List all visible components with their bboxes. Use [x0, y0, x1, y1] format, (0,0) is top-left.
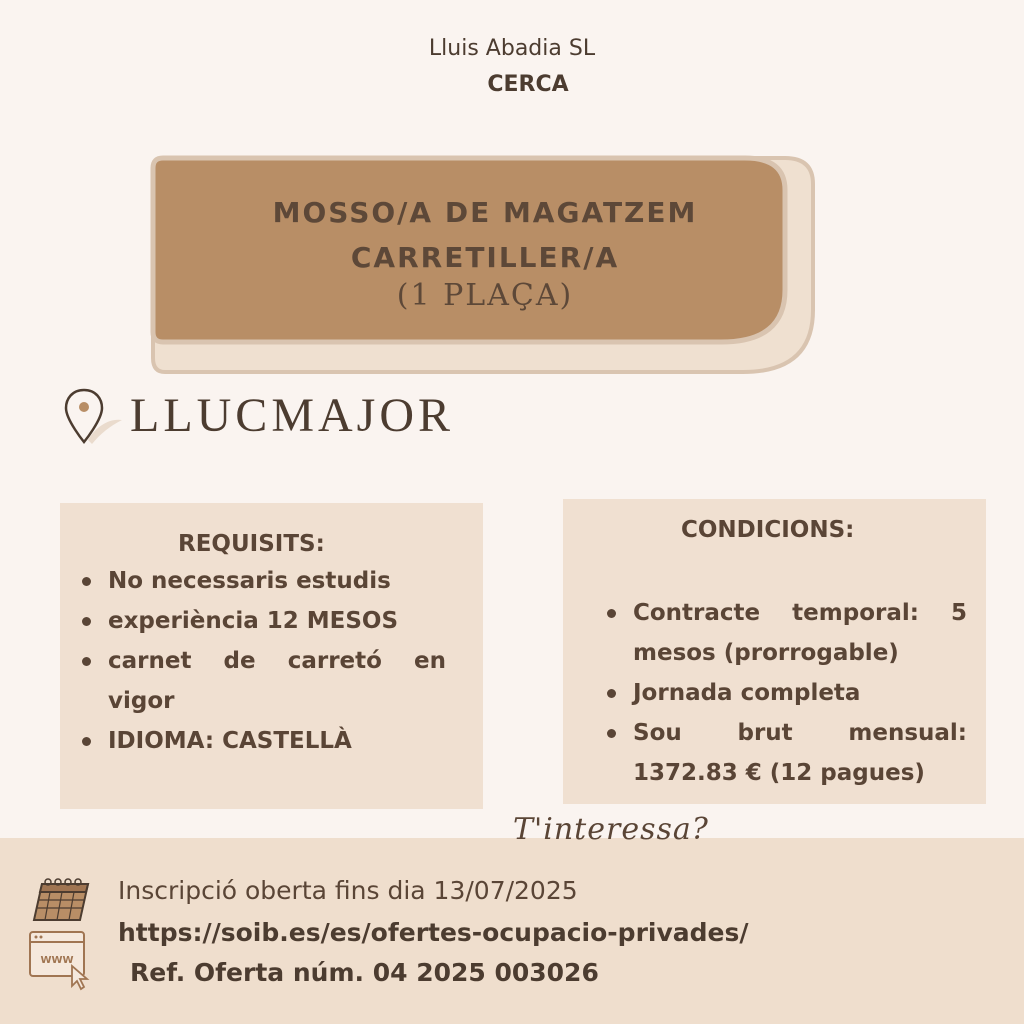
svg-text:WWW: WWW [40, 955, 74, 966]
list-item: Sou brut mensual: 1372.83 € (12 pagues) [585, 713, 967, 793]
job-positions: (1 PLAÇA) [396, 278, 574, 313]
www-browser-icon [28, 930, 92, 992]
search-heading: CERCA [487, 72, 569, 97]
list-item: No necessaris estudis [60, 561, 446, 601]
list-item: IDIOMA: CASTELLÀ [60, 721, 446, 761]
job-title-line1: MOSSO/A DE MAGATZEM [272, 196, 698, 229]
job-title-line2: CARRETILLER/A [350, 241, 620, 274]
conditions-title: CONDICIONS: [681, 517, 855, 543]
calendar-icon [30, 878, 94, 924]
list-item: carnet de carretó en vigor [60, 641, 446, 721]
conditions-list [585, 593, 967, 793]
list-item: Contracte temporal: 5 mesos (prorrogable) [585, 593, 967, 673]
requirements-title: REQUISITS: [178, 531, 325, 557]
location-name: LLUCMAJOR [130, 389, 455, 442]
requirements-list [60, 561, 446, 761]
offer-reference: Ref. Oferta núm. 04 2025 003026 [130, 958, 599, 987]
registration-deadline: Inscripció oberta fins dia 13/07/2025 [118, 876, 578, 905]
list-item: experiència 12 MESOS [60, 601, 446, 641]
location-pin-icon [62, 386, 122, 450]
application-link[interactable]: https://soib.es/es/ofertes-ocupacio-privades/ [118, 918, 749, 947]
company-name: Lluis Abadia SL [428, 36, 596, 61]
tagline: T'interessa? [513, 812, 709, 847]
conditions-box [563, 499, 986, 804]
list-item: Jornada completa [585, 673, 967, 713]
requirements-box [60, 503, 483, 809]
